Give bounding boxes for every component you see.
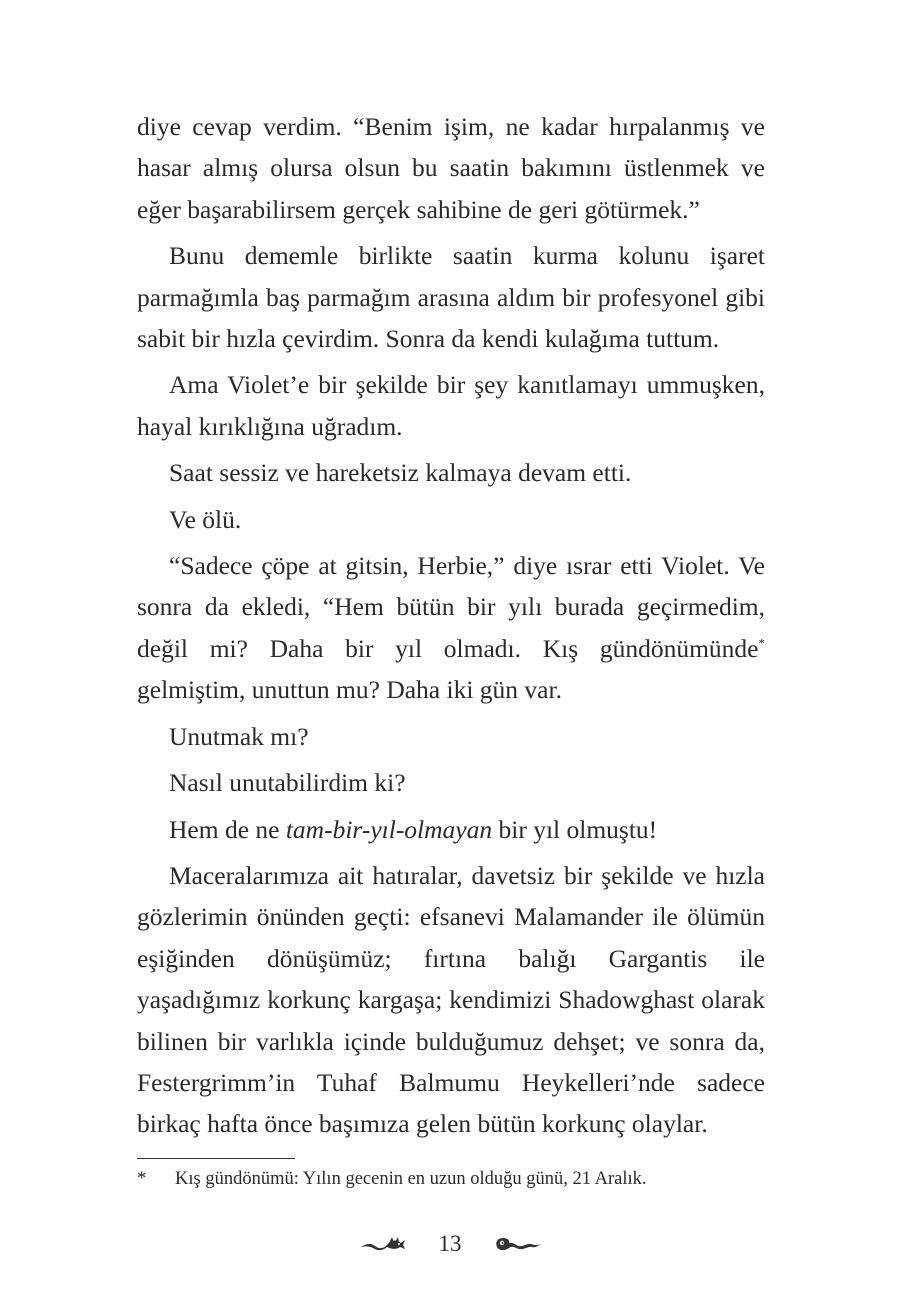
page-number: 13	[438, 1231, 462, 1256]
paragraph: Unutmak mı?	[169, 721, 309, 751]
paragraph: Ama Violet’e bir şekilde bir şey kanıtlamayı ummuşken, hayal kırıklığına uğradım.	[137, 370, 765, 441]
paragraph-text: bir yıl olmuştu!	[492, 814, 658, 844]
paragraph-continuation: diye cevap verdim. “Benim işim, ne kadar hırpalanmış ve hasar almış olursa olsun bu saatin bakımını üstlenmek ve eğer başarabilirsem gerçek sahibine de geri götürmek.”	[137, 112, 765, 224]
paragraph: Saat sessiz ve hareketsiz kalmaya devam etti.	[169, 458, 632, 488]
sea-creature-ornament-icon	[359, 1234, 407, 1254]
footnote	[137, 1166, 837, 1192]
paragraph-text: “Sadece çöpe at gitsin, Herbie,” diye ısrar etti Violet. Ve sonra da ekledi, “Hem bütün bir yılı burada geçirmedim, değil mi? Daha bir yıl olmadı. Kış gündönümünde	[137, 551, 765, 663]
footnote-marker: *	[137, 1169, 147, 1189]
footnote-text: Kış gündönümü: Yılın gecenin en uzun olduğu günü, 21 Aralık.	[175, 1169, 647, 1189]
paragraph	[137, 545, 765, 711]
footnote-divider	[137, 1158, 295, 1159]
folio	[0, 1226, 900, 1262]
body-text	[137, 106, 765, 1145]
footnote-marker: *	[758, 635, 765, 651]
paragraph: Bunu dememle birlikte saatin kurma kolunu işaret parmağımla baş parmağım arasına aldım bir profesyonel gibi sabit bir hızla çevirdim. Sonra da kendi kulağıma tuttum.	[137, 241, 765, 354]
emphasis-text: tam-bir-yıl-olmayan	[285, 814, 493, 844]
paragraph-text: gelmiştim, unuttun mu? Daha iki gün var.	[137, 675, 562, 705]
paragraph	[137, 809, 765, 850]
paragraph: Nasıl unutabilirdim ki?	[169, 768, 406, 798]
sea-serpent-ornament-icon	[494, 1234, 542, 1254]
paragraph: Maceralarımıza ait hatıralar, davetsiz bir şekilde ve hızla gözlerimin önünden geçti: efsanevi Malamander ile ölümün eşiğinden dönüşümüz; fırtına balığı Gargantis ile yaşadığımız korkunç kargaşa; kendimizi Shadowghast olarak bilinen bir varlıkla içinde bulduğumuz dehşet; ve sonra da, Festergrimm’in Tuhaf Balmumu Heykelleri’nde sadece birkaç hafta önce başımıza gelen bütün korkunç olaylar.	[137, 860, 765, 1139]
paragraph-text: Hem de ne	[169, 814, 286, 844]
paragraph: Ve ölü.	[169, 504, 242, 534]
